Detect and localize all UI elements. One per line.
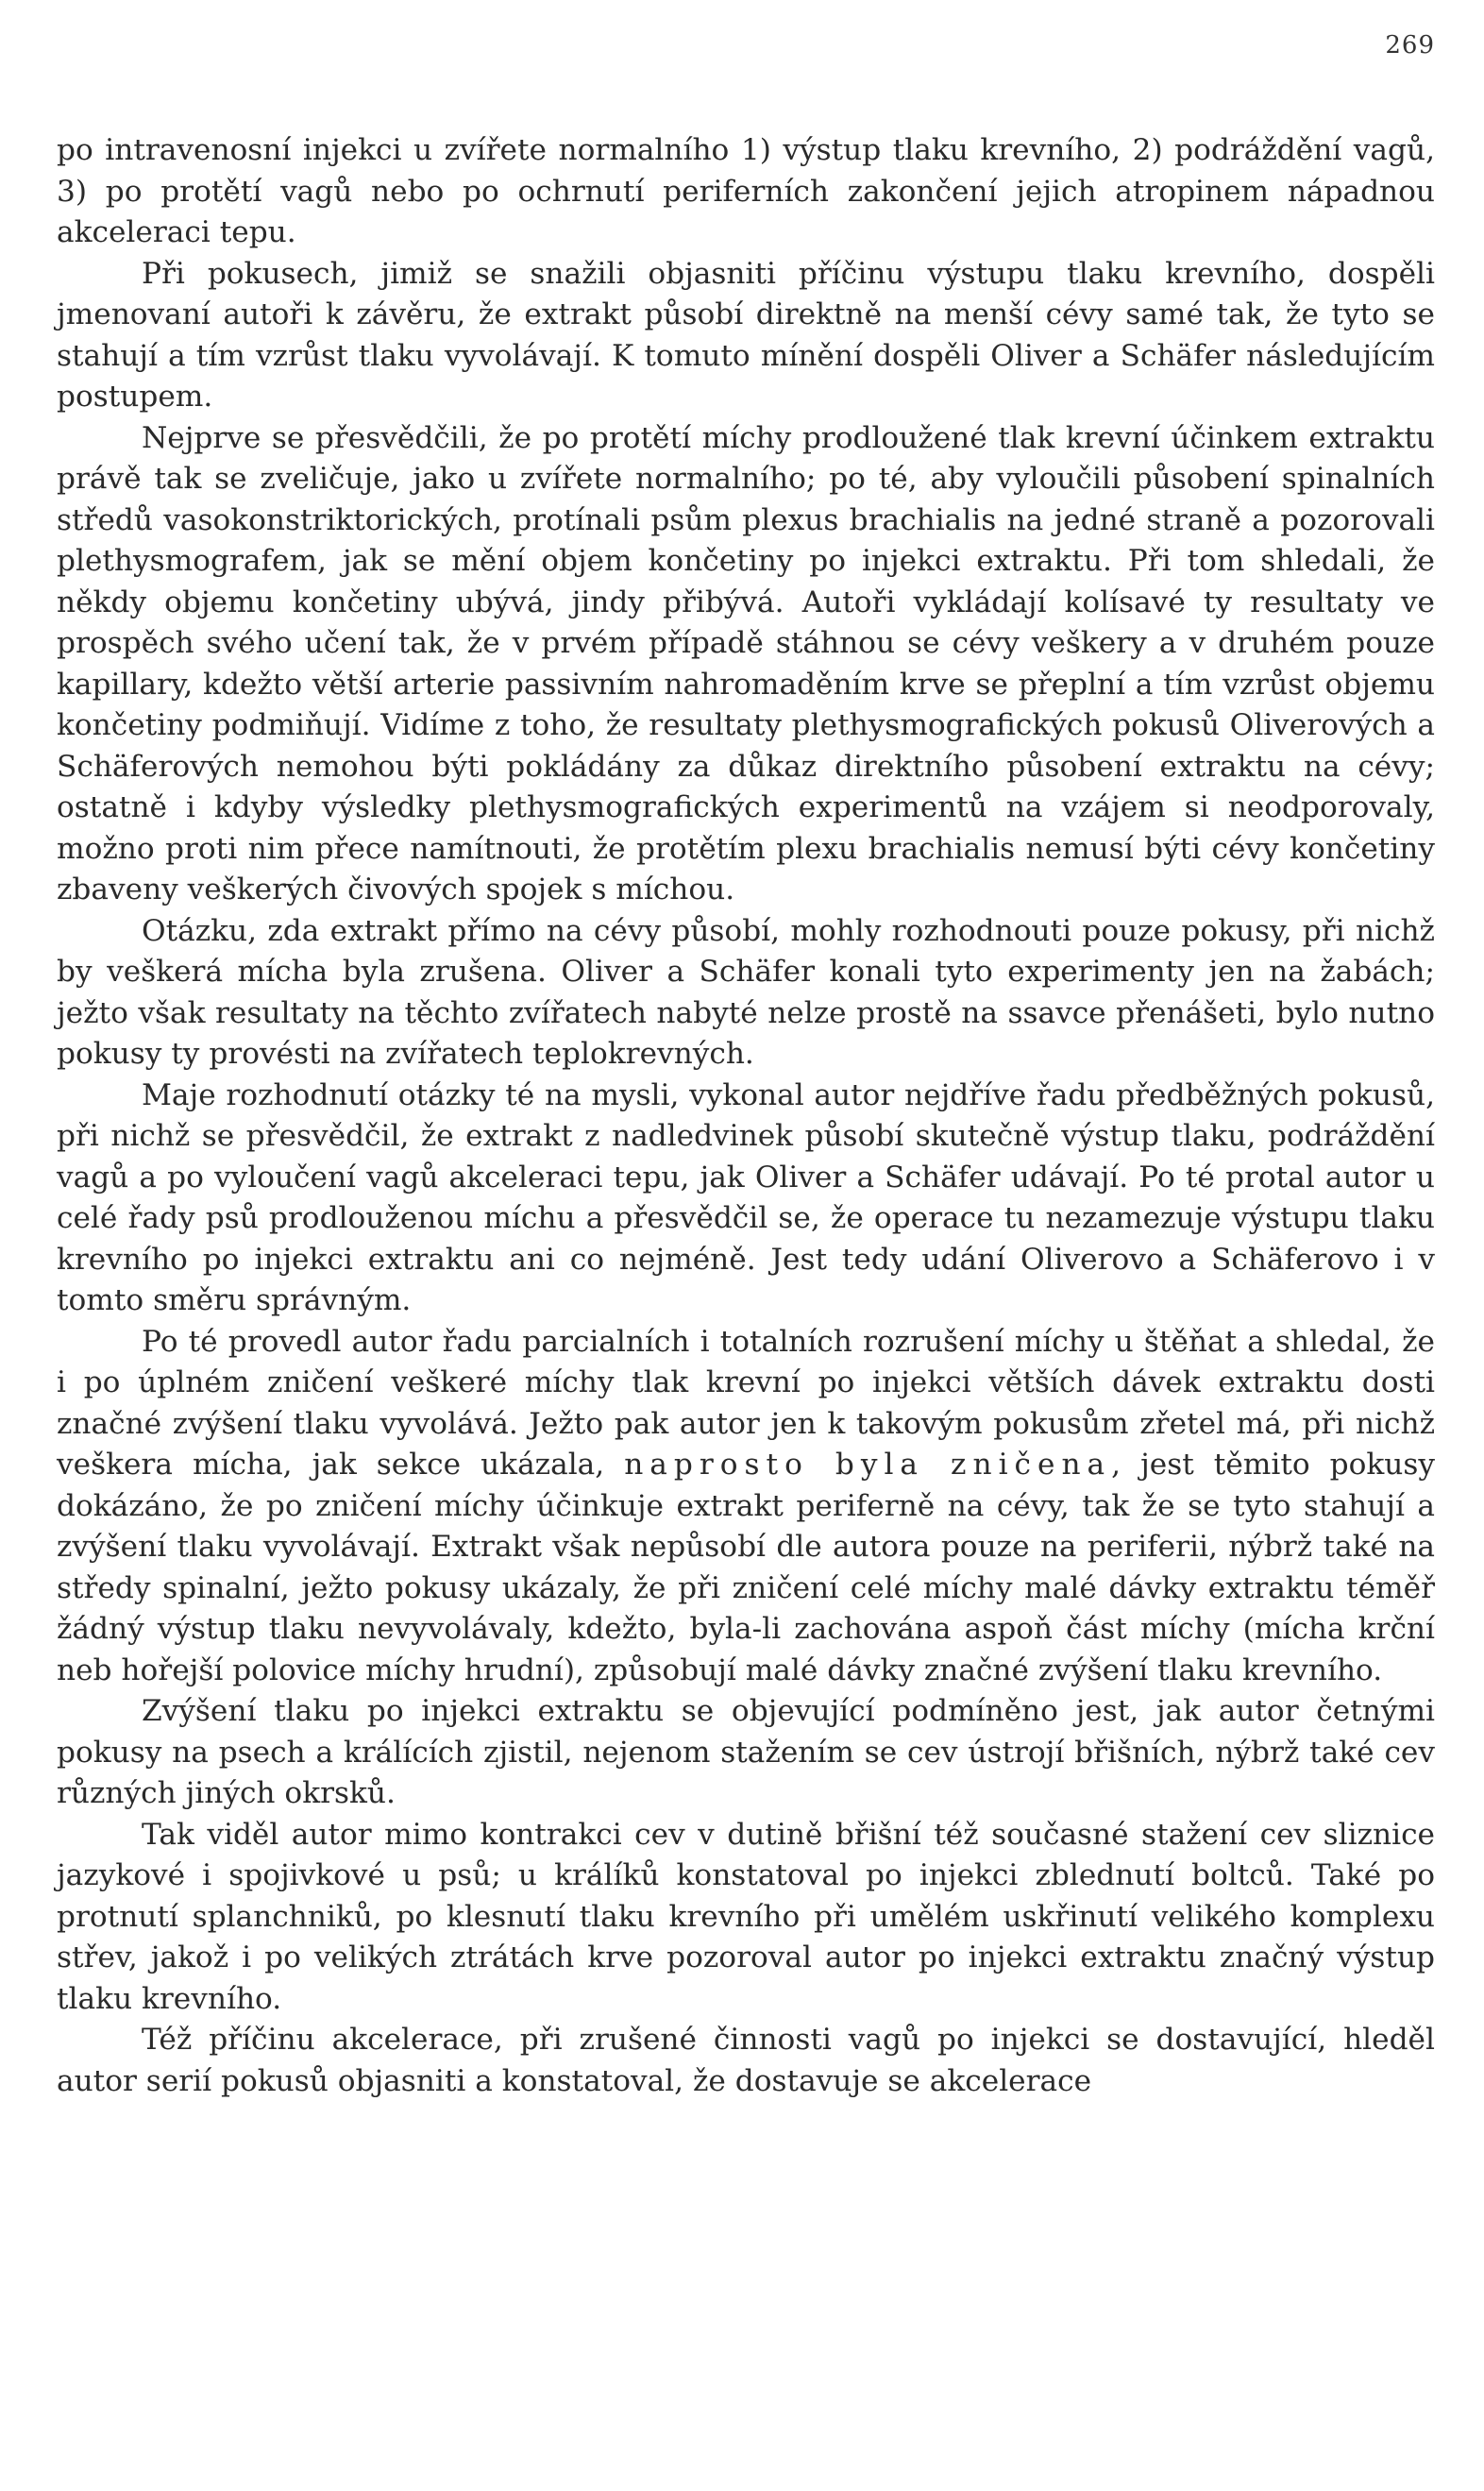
paragraph: [57, 1322, 1435, 1692]
paragraph-text: Po té provedl autor řadu parcialních i totalních rozrušení míchy u štěňat a shledal, že i po úplném zničení veškeré míchy tlak krevní po injekci větších dávek extraktu dosti značné zvýšení tlaku vyvolává. Ježto pak autor jen k takovým pokusům zřetel má, při nichž veškera mícha, jak sekce ukázala,: [57, 1324, 1435, 1482]
paragraph: Tak viděl autor mimo kontrakci cev v dutině břišní též současné stažení cev sliznice jazykové i spojivkové u psů; u králíků konstatoval po injekci zblednutí boltců. Také po protnutí splanchniků, po klesnutí tlaku krevního při umělém uskřinutí velikého komplexu střev, jakož i po velikých ztrátách krve pozoroval autor po injekci extraktu značný výstup tlaku krevního.: [57, 1817, 1435, 2016]
paragraph: po intravenosní injekci u zvířete normalního 1) výstup tlaku krevního, 2) podráždění vagů, 3) po protětí vagů nebo po ochrnutí periferních zakončení jejich atropinem nápadnou akceleraci tepu.: [57, 133, 1435, 249]
body-text: [57, 130, 1435, 2102]
paragraph: Při pokusech, jimiž se snažili objasniti příčinu výstupu tlaku krevního, dospěli jmenovaní autoři k závěru, že extrakt působí direktně na menší cévy samé tak, že tyto se stahují a tím vzrůst tlaku vyvolávají. K tomuto mínění dospěli Oliver a Schäfer následujícím postupem.: [57, 256, 1435, 414]
paragraph: Maje rozhodnutí otázky té na mysli, vykonal autor nejdříve řadu předběžných pokusů, při nichž se přesvědčil, že extrakt z nadledvinek působí skutečně výstup tlaku, podráždění vagů a po vyloučení vagů akceleraci tepu, jak Oliver a Schäfer udávají. Po té protal autor u celé řady psů prodlouženou míchu a přesvědčil se, že operace tu nezamezuje výstupu tlaku krevního po injekci extraktu ani co nejméně. Jest tedy udání Oliverovo a Schäferovo i v tomto směru správným.: [57, 1077, 1435, 1317]
paragraph: Zvýšení tlaku po injekci extraktu se objevující podmíněno jest, jak autor četnými pokusy na psech a králících zjistil, nejenom stažením se cev ústrojí břišních, nýbrž také cev různých jiných okrsků.: [57, 1694, 1435, 1810]
paragraph-text: , jest těmito pokusy dokázáno, že po zničení míchy účinkuje extrakt periferně na cévy, tak že se tyto stahují a zvýšení tlaku vyvolávají. Extrakt však nepůsobí dle autora pouze na periferii, nýbrž také na středy spinalní, ježto pokusy ukázaly, že při zničení celé míchy malé dávky extraktu téměř žádný výstup tlaku nevyvolávaly, kdežto, byla-li zachována aspoň část míchy (mícha krční neb hořejší polovice míchy hrudní), způsobují malé dávky značné zvýšení tlaku krevního.: [57, 1448, 1436, 1687]
paragraph: Nejprve se přesvědčili, že po protětí míchy prodloužené tlak krevní účinkem extraktu právě tak se zveličuje, jako u zvířete normalního; po té, aby vyloučili působení spinalních středů vasokonstriktorických, protínali psům plexus brachialis na jedné straně a pozorovali plethysmografem, jak se mění objem končetiny po injekci extraktu. Při tom shledali, že někdy objemu končetiny ubývá, jindy přibývá. Autoři vykládají kolísavé ty resultaty ve prospěch svého učení tak, že v prvém případě stáhnou se cévy veškery a v druhém pouze kapillary, kdežto větší arterie passivním nahromaděním krve se přeplní a tím vzrůst objemu končetiny podmiňují. Vidíme z toho, že resultaty plethysmografických pokusů Oliverových a Schäferových nemohou býti pokládány za důkaz direktního působení extraktu na cévy; ostatně i kdyby výsledky plethysmografických experimentů na vzájem si neodporovaly, možno proti nim přece namítnouti, že protětím plexu brachialis nemusí býti cévy končetiny zbaveny veškerých čivových spojek s míchou.: [57, 420, 1435, 907]
emphasized-text: naprosto byla zničena: [624, 1448, 1112, 1482]
page-number: 269: [1385, 31, 1435, 59]
paragraph: Též příčinu akcelerace, při zrušené činnosti vagů po injekci se dostavující, hleděl autor serií pokusů objasniti a konstatoval, že dostavuje se akcelerace: [57, 2023, 1435, 2098]
paragraph: Otázku, zda extrakt přímo na cévy působí, mohly rozhodnouti pouze pokusy, při nichž by veškerá mícha byla zrušena. Oliver a Schäfer konali tyto experimenty jen na žabách; ježto však resultaty na těchto zvířatech nabyté nelze prostě na ssavce přenášeti, bylo nutno pokusy ty provésti na zvířatech teplokrevných.: [57, 913, 1435, 1071]
